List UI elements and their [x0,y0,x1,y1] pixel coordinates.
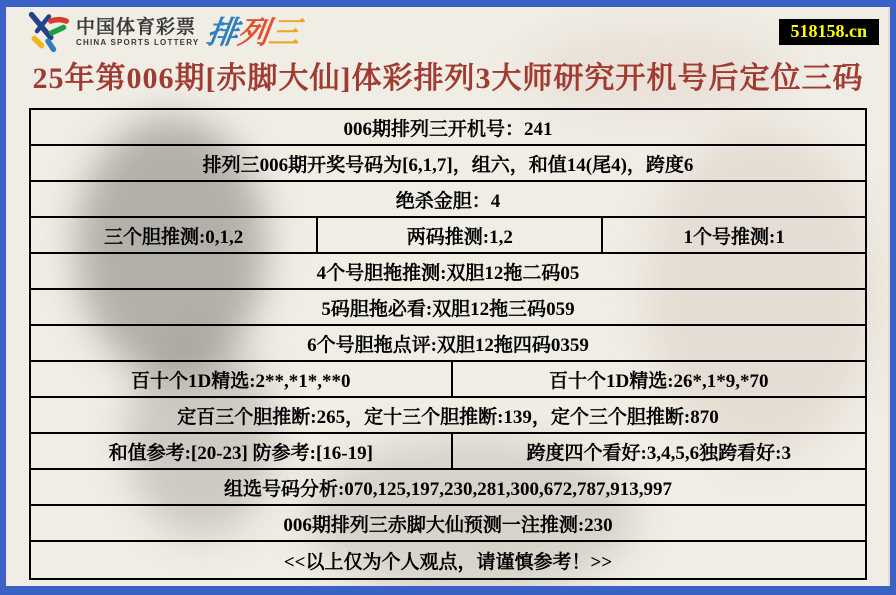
brand-product-char: 三 [266,14,303,50]
site-domain-badge: 518158.cn [779,19,880,45]
table-cell: 三个胆推测:0,1,2 [103,226,244,248]
table-row [31,146,865,182]
table-cell: 组选号码分析:070,125,197,230,281,300,672,787,913,997 [223,478,673,500]
header [6,7,890,55]
table-row [31,362,865,398]
brand-product-name [204,14,303,50]
table-row [31,182,865,218]
brand-logo [26,11,303,53]
table-cell: 绝杀金胆：4 [395,190,501,212]
brand-product-char: 排 [204,14,241,50]
table-cell: 定百三个胆推断:265，定十三个胆推断:139，定个三个胆推断:870 [177,406,719,428]
page-title: 25年第006期[赤脚大仙]体彩排列3大师研究开机号后定位三码 [32,62,864,95]
table-row [31,254,865,290]
table-row [31,542,865,578]
table-cell: 4个号胆拖推测:双胆12拖二码05 [316,262,580,284]
table-cell: 006期排列三开机号：241 [343,118,553,140]
table-cell: 两码推测:1,2 [316,218,601,252]
table-cell: 和值参考:[20-23] 防参考:[16-19] [108,442,373,464]
table-cell: 跨度四个看好:3,4,5,6独跨看好:3 [451,434,866,468]
table-row [31,470,865,506]
brand-text [76,18,199,47]
table-row [31,218,865,254]
table-cell: 006期排列三赤脚大仙预测一注推测:230 [283,514,613,536]
table-cell: 1个号推测:1 [601,218,865,252]
table-row [31,506,865,542]
table-row [31,398,865,434]
table-row [31,326,865,362]
brand-name-en: CHINA SPORTS LOTTERY [76,37,200,47]
table-cell: 百十个1D精选:2**,*1*,**0 [130,370,351,392]
table-cell: 百十个1D精选:26*,1*9,*70 [451,362,866,396]
brand-product-char: 列 [235,14,272,50]
prediction-table [29,108,867,580]
table-cell: <<以上仅为个人观点，请谨慎参考！>> [283,551,613,573]
sports-lottery-logo-icon [26,11,70,53]
table-row [31,110,865,146]
table-cell: 排列三006期开奖号码为[6,1,7]，组六，和值14(尾4)，跨度6 [202,154,694,176]
table-row [31,290,865,326]
table-row [31,434,865,470]
table-cell: 5码胆拖必看:双胆12拖三码059 [321,298,575,320]
brand-name-cn: 中国体育彩票 [76,16,197,38]
table-cell: 6个号胆拖点评:双胆12拖四码0359 [307,334,589,356]
